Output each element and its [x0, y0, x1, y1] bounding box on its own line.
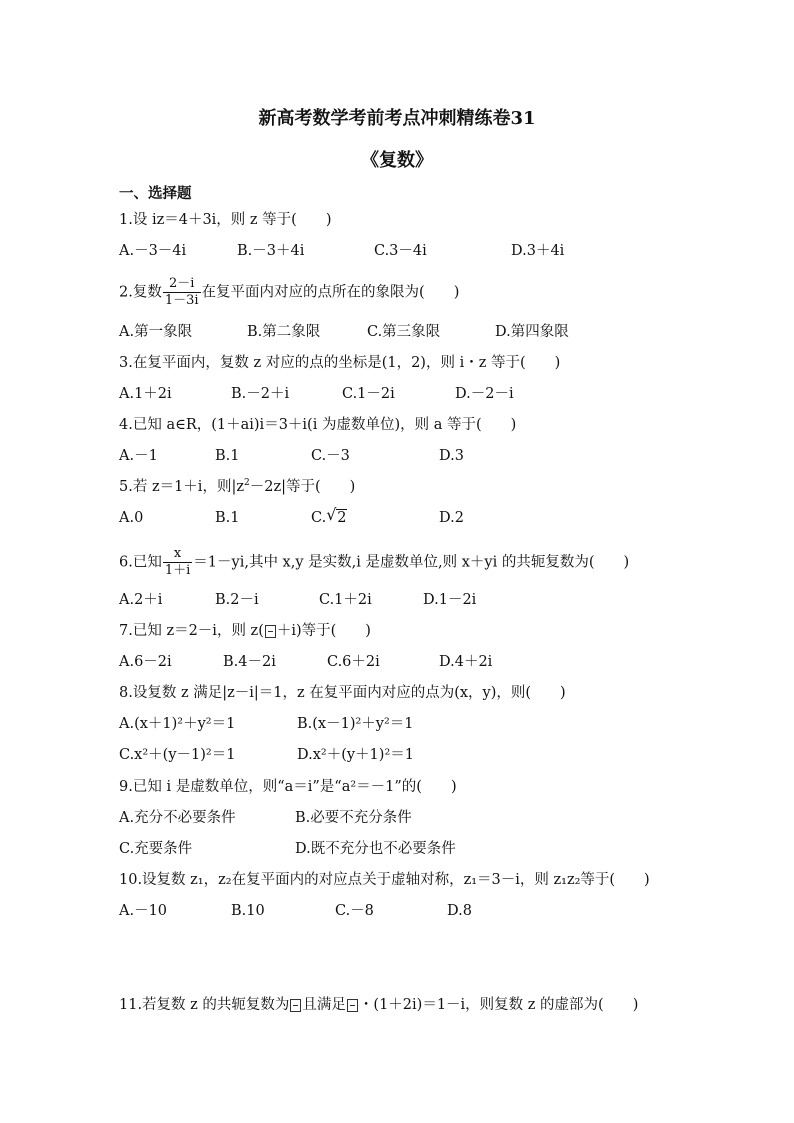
q11-mid: 且满足 — [302, 997, 346, 1013]
option-d: D.既不充分也不必要条件 — [295, 841, 456, 857]
q2-pre: 2.复数 — [119, 284, 162, 301]
q2-denominator: 1－3i — [164, 293, 199, 308]
option-b: B.1 — [215, 510, 240, 526]
option-b: B.1 — [215, 448, 240, 464]
q11-pre: 11.若复数 z 的共轭复数为 — [119, 997, 290, 1013]
page-subtitle: 《复数》 — [361, 150, 433, 171]
option-c — [311, 505, 347, 528]
question-4: 4.已知 a∈R，(1＋ai)i＝3＋i(i 为虚数单位)，则 a 等于( ) — [119, 417, 517, 433]
section-heading: 一、选择题 — [119, 185, 192, 202]
option-c: C.－8 — [335, 903, 374, 919]
q6-post: ＝1－yi,其中 x,y 是实数,i 是虚数单位,则 x＋yi 的共轭复数为( ) — [193, 554, 630, 571]
question-1: 1.设 iz＝4＋3i，则 z 等于( ) — [119, 212, 332, 228]
option-d: D.3＋4i — [511, 243, 565, 259]
radical-sign: √ — [326, 505, 337, 524]
q5-post: －2z|等于( ) — [249, 479, 356, 495]
option-a: A.6－2i — [119, 654, 172, 670]
question-6 — [119, 546, 629, 579]
option-c: C.第三象限 — [367, 324, 441, 340]
q2-fraction — [163, 276, 201, 309]
q7-pre: 7.已知 z＝2－i，则 z( — [119, 623, 264, 639]
option-a: A.(x＋1)²＋y²＝1 — [119, 716, 236, 732]
question-5 — [119, 477, 355, 497]
option-a: A.充分不必要条件 — [119, 810, 236, 826]
option-a: A.－10 — [119, 903, 168, 919]
conjugate-z-placeholder-2 — [347, 999, 358, 1012]
q2-numerator: 2－i — [163, 276, 201, 293]
option-a: A.2＋i — [119, 592, 163, 608]
option-d: D.4＋2i — [439, 654, 493, 670]
question-2 — [119, 276, 459, 309]
question-7 — [119, 621, 371, 641]
q7-post: ＋i)等于( ) — [276, 623, 371, 639]
option-b: B.4－2i — [223, 654, 276, 670]
option-b: B.10 — [231, 903, 265, 919]
option-d: D.2 — [439, 510, 464, 526]
q5-pre: 5.若 z＝1＋i，则|z — [119, 479, 244, 495]
option-b: B.2－i — [215, 592, 259, 608]
option-d: D.第四象限 — [495, 324, 569, 340]
question-9: 9.已知 i 是虚数单位，则“a＝i”是“a²＝－1”的( ) — [119, 779, 457, 795]
sqrt-symbol — [326, 505, 347, 528]
option-c: C.6＋2i — [327, 654, 380, 670]
option-c: C.x²＋(y－1)²＝1 — [119, 747, 236, 763]
option-a: A.1＋2i — [119, 386, 172, 402]
option-d: D.x²＋(y＋1)²＝1 — [297, 747, 414, 763]
option-d: D.3 — [439, 448, 464, 464]
q6-fraction — [163, 546, 192, 579]
option-a: A.0 — [119, 510, 144, 526]
option-b: B.(x－1)²＋y²＝1 — [297, 716, 414, 732]
q11-post: ・(1＋2i)＝1－i，则复数 z 的虚部为( ) — [358, 997, 639, 1013]
option-b: B.－2＋i — [231, 386, 290, 402]
option-d: D.1－2i — [423, 592, 477, 608]
question-10: 10.设复数 z₁，z₂在复平面内的对应点关于虚轴对称，z₁＝3－i，则 z₁z₂等于( ) — [119, 872, 650, 888]
conjugate-z-placeholder — [290, 999, 301, 1012]
option-c: C.1＋2i — [319, 592, 372, 608]
option-c: C.3－4i — [374, 243, 427, 259]
q6-denominator: 1＋i — [164, 563, 191, 578]
option-a: A.第一象限 — [119, 324, 193, 340]
q6-numerator: x — [163, 546, 192, 563]
question-3: 3.在复平面内，复数 z 对应的点的坐标是(1，2)，则 i・z 等于( ) — [119, 355, 561, 371]
page-title: 新高考数学考前考点冲刺精练卷31 — [258, 108, 536, 129]
q6-pre: 6.已知 — [119, 554, 162, 571]
option-c-label: C. — [311, 510, 327, 526]
option-a: A.－1 — [119, 448, 158, 464]
q2-post: 在复平面内对应的点所在的象限为( ) — [201, 284, 460, 301]
question-8: 8.设复数 z 满足|z－i|＝1，z 在复平面内对应的点为(x，y)，则( ) — [119, 685, 566, 701]
option-b: B.必要不充分条件 — [295, 810, 412, 826]
option-c: C.充要条件 — [119, 841, 193, 857]
option-b: B.第二象限 — [247, 324, 321, 340]
option-c: C.－3 — [311, 448, 350, 464]
option-a: A.－3－4i — [119, 243, 187, 259]
option-d: D.8 — [447, 903, 472, 919]
option-b: B.－3＋4i — [237, 243, 305, 259]
option-d: D.－2－i — [455, 386, 514, 402]
question-11 — [119, 995, 638, 1015]
radicand: 2 — [337, 510, 347, 526]
conjugate-z-placeholder — [265, 625, 276, 638]
option-c: C.1－2i — [342, 386, 395, 402]
q5-exponent: 2 — [243, 478, 250, 489]
